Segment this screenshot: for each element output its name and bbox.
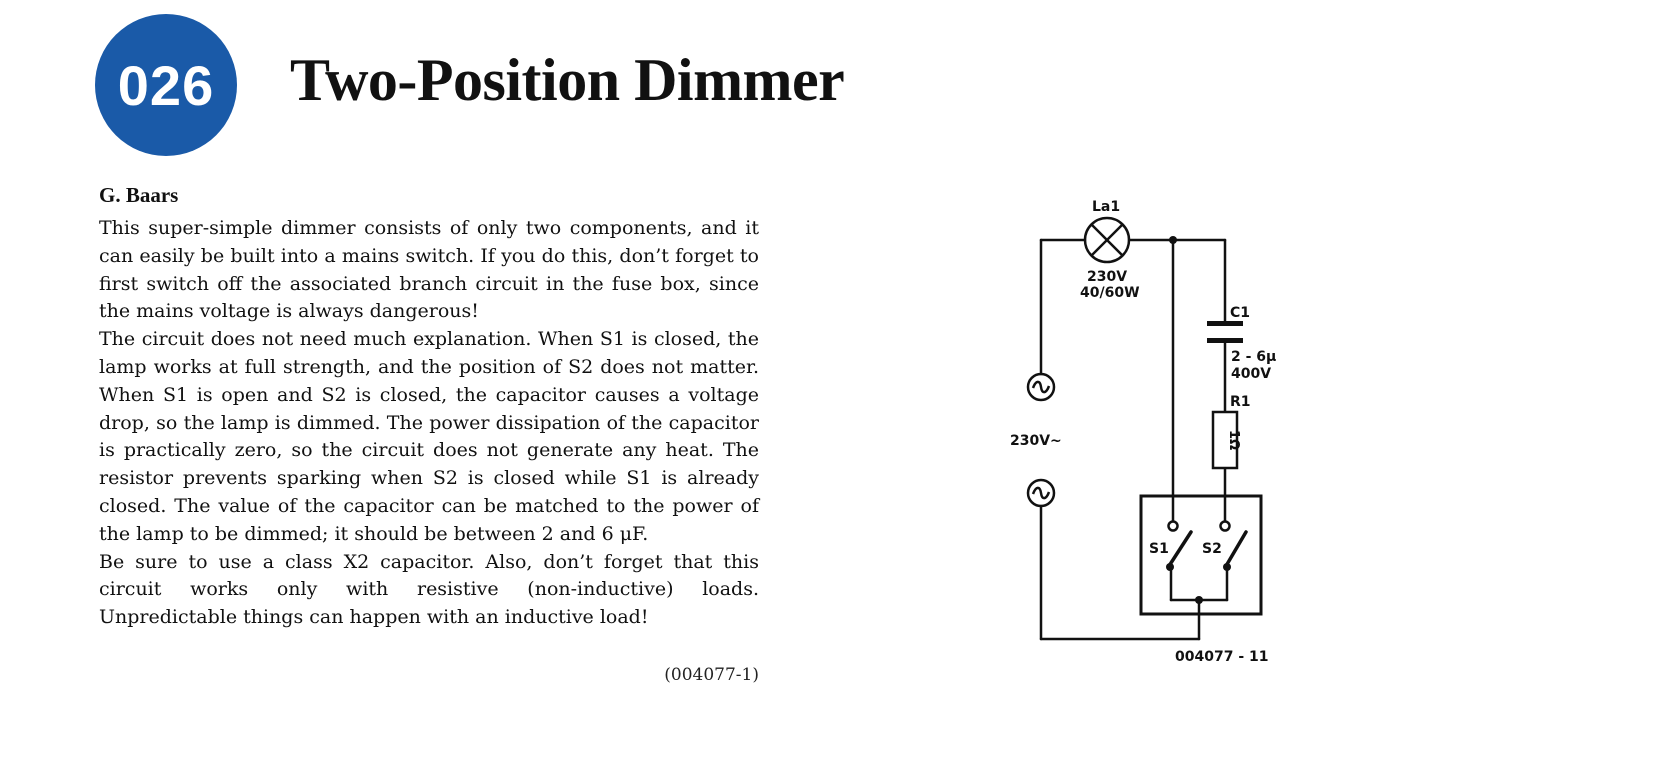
resistor-label: R1: [1230, 394, 1251, 410]
junction-dot-bottom: [1195, 596, 1203, 604]
paragraph-intro: This super-simple dimmer consists of only two components, and it can easily be built into a mains switch. If you do this, don’t forget to first switch off the associated branch circuit in the fuse box, since the mains voltage is always dangerous!: [99, 217, 759, 323]
ac-source-lower-icon: [1028, 480, 1054, 506]
switch-s2-icon: [1221, 522, 1247, 572]
capacitor-voltage-label: 400V: [1231, 366, 1272, 382]
article-number: 026: [117, 53, 215, 117]
author-name: G. Baars: [99, 183, 179, 207]
capacitor-value-label: 2 - 6µ: [1231, 349, 1277, 365]
paragraph-explanation: The circuit does not need much explanation. When S1 is closed, the lamp works at full strength, and the position of S2 does not matter. When S1 is open and S2 is closed, the capacitor causes a voltage drop, so the lamp is dimmed. The power dissipation of the capacitor is practically zero, so the circuit does not generate any heat. The resistor prevents sparking when S2 is closed while S1 is already closed. The value of the capacitor can be matched to the power of the lamp to be dimmed; it should be between 2 and 6 μF.: [99, 328, 759, 545]
switch-s1-icon: [1166, 522, 1191, 572]
paragraph-warning: Be sure to use a class X2 capacitor. Also, don’t forget that this circuit works only with resistive (non-inductive) loads. Unpredictable things can happen with an inductive load!: [99, 550, 759, 629]
lamp-power-label: 40/60W: [1080, 285, 1140, 301]
lamp-voltage-label: 230V: [1087, 269, 1128, 285]
article-reference-code: (004077-1): [664, 665, 759, 685]
capacitor-label: C1: [1230, 305, 1251, 321]
lamp-icon: [1085, 218, 1129, 262]
article-title: Two-Position Dimmer: [290, 47, 845, 113]
figure-code-label: 004077 - 11: [1175, 649, 1269, 665]
lamp-label: La1: [1092, 199, 1121, 215]
junction-dot-top: [1169, 236, 1177, 244]
ac-source-upper-icon: [1028, 374, 1054, 400]
switch-s2-label: S2: [1202, 541, 1222, 557]
resistor-value-label: 1Ω: [1226, 429, 1241, 451]
switch-s1-label: S1: [1149, 541, 1169, 557]
capacitor-icon: [1207, 321, 1243, 343]
source-voltage-label: 230V~: [1010, 433, 1062, 449]
